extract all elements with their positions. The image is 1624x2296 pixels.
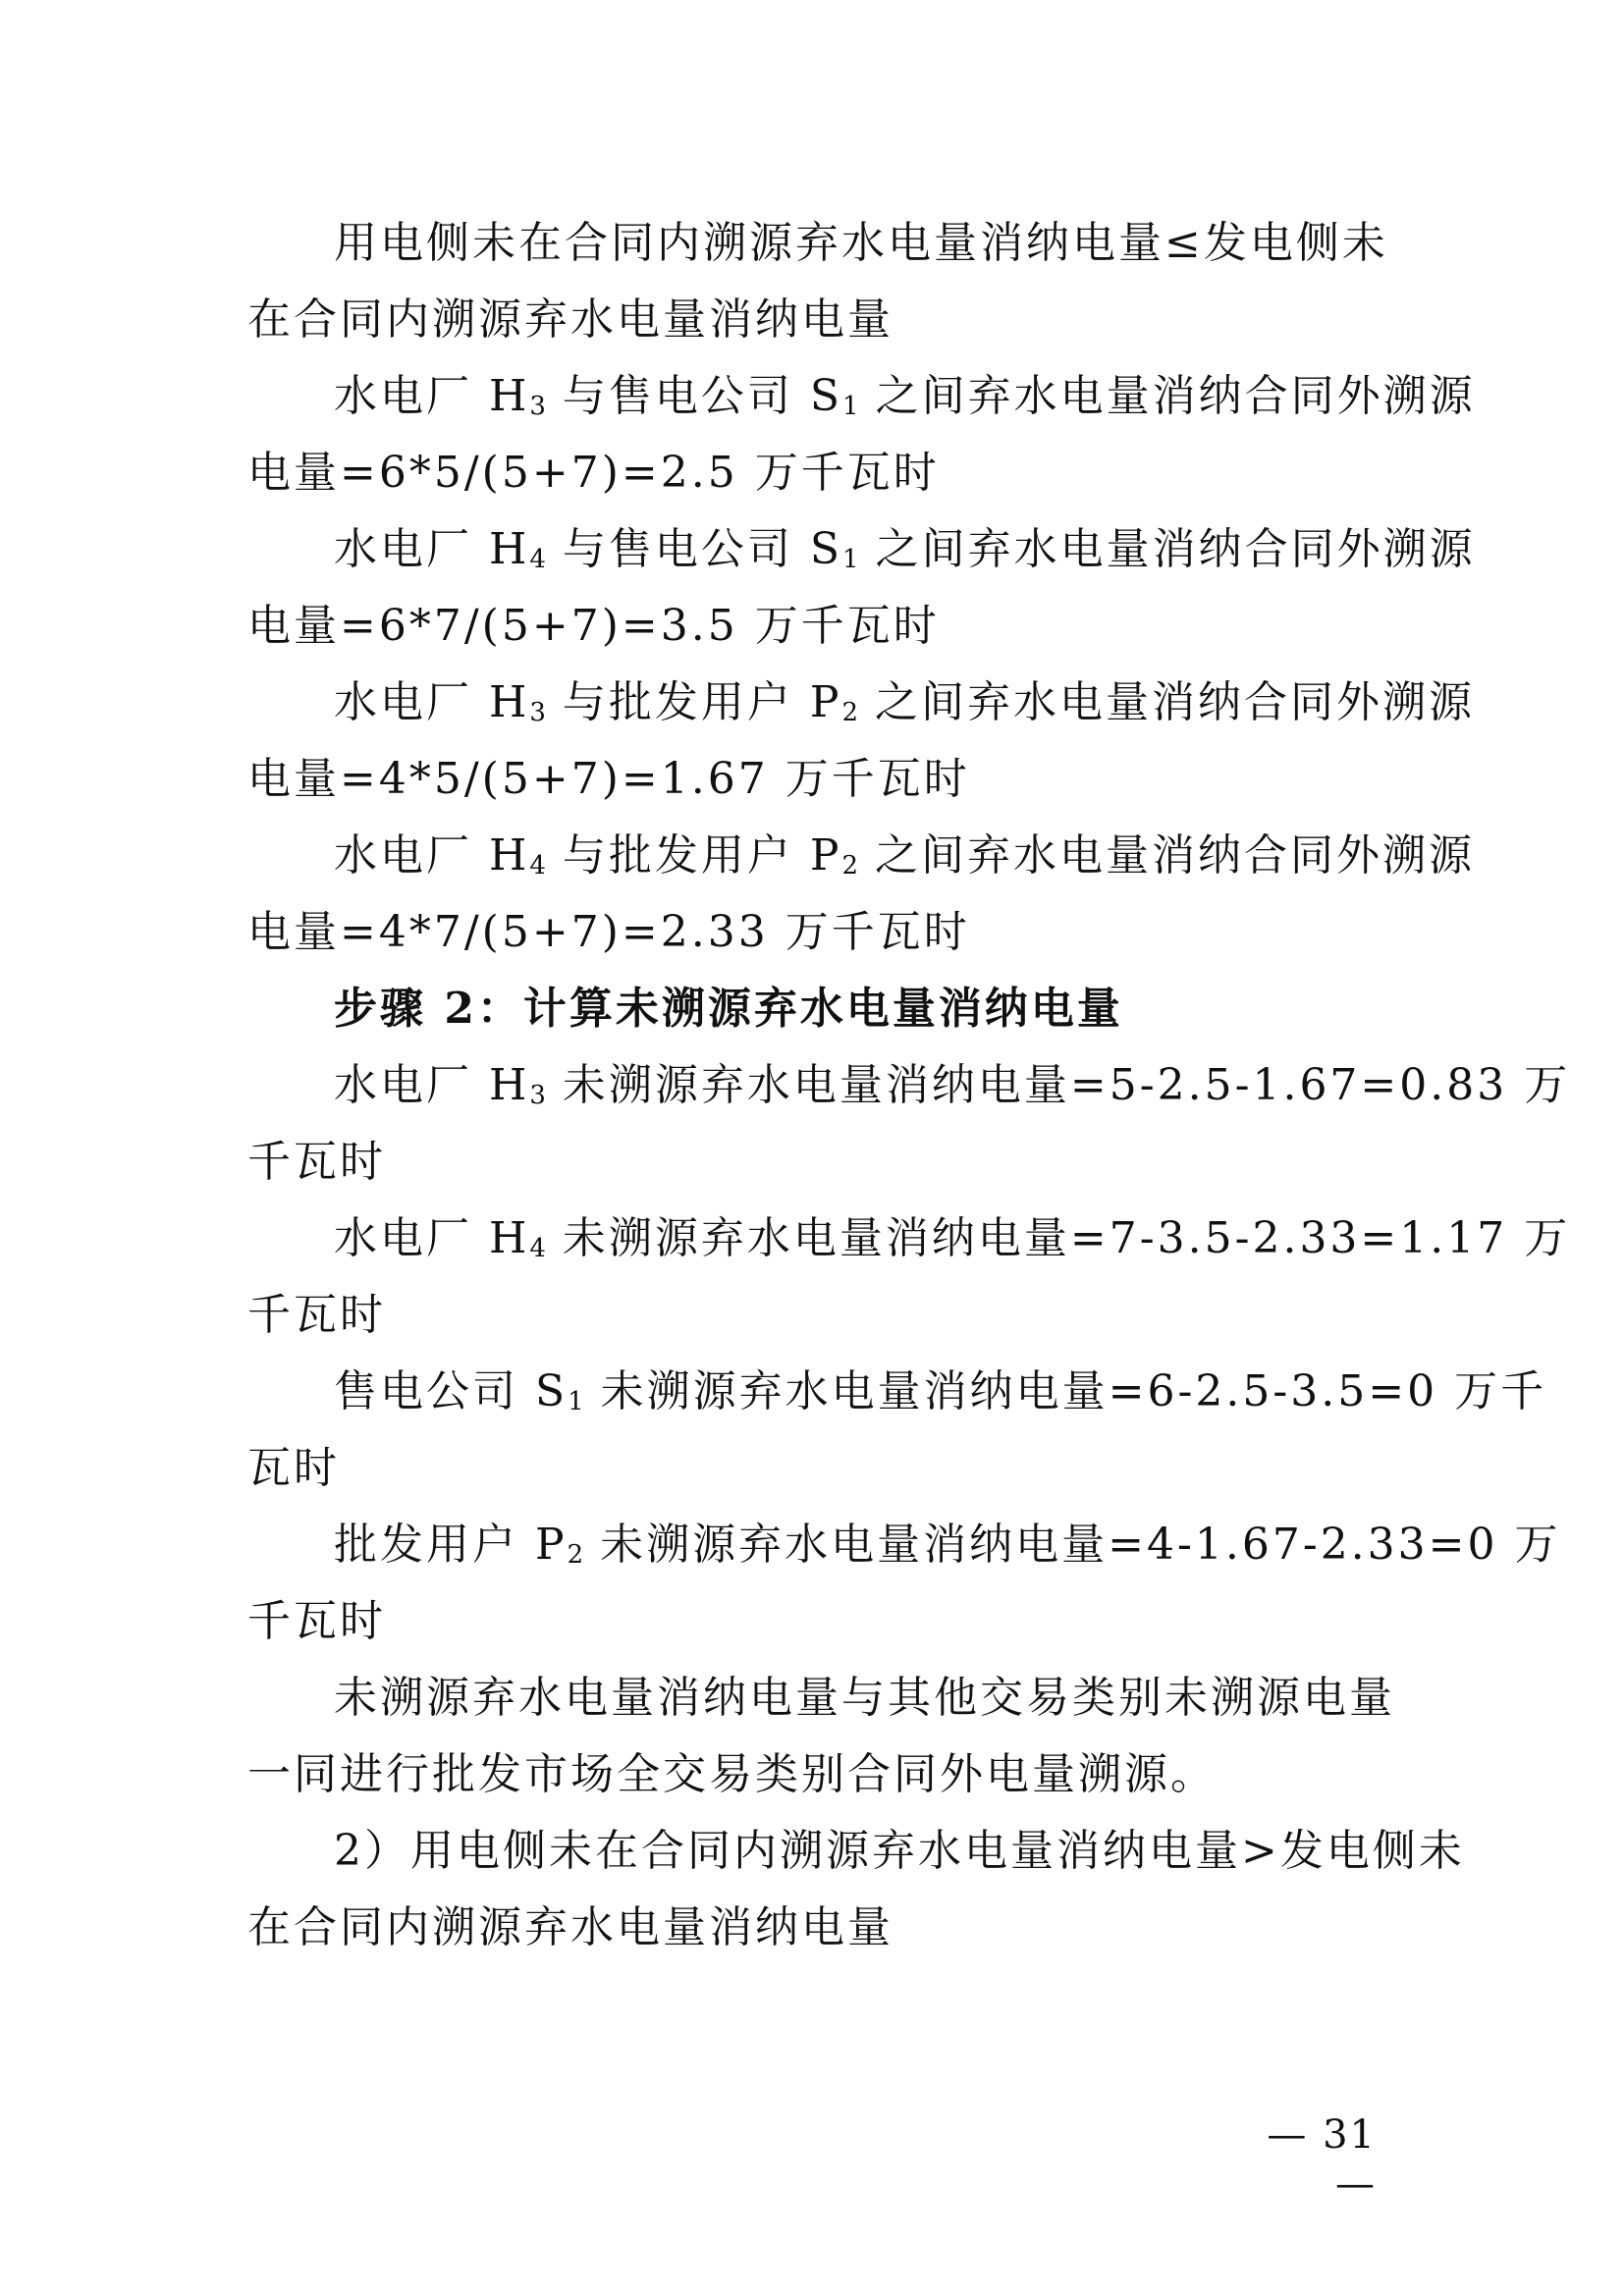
text-line: 电量=6*7/(5+7)=3.5 万千瓦时 — [247, 601, 940, 651]
text-line: 一同进行批发市场全交易类别合同外电量溯源。 — [247, 1749, 1217, 1799]
text-line: 电量=4*7/(5+7)=2.33 万千瓦时 — [247, 907, 970, 957]
text-line: 在合同内溯源弃水电量消纳电量 — [247, 1902, 893, 1952]
text-line: 在合同内溯源弃水电量消纳电量 — [247, 294, 893, 345]
step-heading: 步骤 2：计算未溯源弃水电量消纳电量 — [334, 984, 1123, 1034]
text-line: 千瓦时 — [247, 1596, 386, 1646]
text-line: 水电厂 $H_3$ 与售电公司 $S_1$ 之间弃水电量消纳合同外溯源 — [334, 371, 1476, 421]
text-line: 未溯源弃水电量消纳电量与其他交易类别未溯源电量 — [334, 1673, 1395, 1723]
text-line: 千瓦时 — [247, 1137, 386, 1187]
text-line: 2）用电侧未在合同内溯源弃水电量消纳电量>发电侧未 — [334, 1826, 1465, 1876]
text-line: 用电侧未在合同内溯源弃水电量消纳电量≤发电侧未 — [334, 218, 1388, 268]
text-line: 批发用户 $P_2$ 未溯源弃水电量消纳电量=4-1.67-2.33=0 万 — [334, 1520, 1561, 1570]
text-line: 售电公司 $S_1$ 未溯源弃水电量消纳电量=6-2.5-3.5=0 万千 — [334, 1366, 1547, 1416]
text-line: 电量=6*5/(5+7)=2.5 万千瓦时 — [247, 448, 940, 498]
text-line: 水电厂 $H_3$ 未溯源弃水电量消纳电量=5-2.5-1.67=0.83 万 — [334, 1060, 1571, 1110]
text-line: 水电厂 $H_4$ 与批发用户 $P_2$ 之间弃水电量消纳合同外溯源 — [334, 830, 1476, 881]
text-line: 瓦时 — [247, 1443, 340, 1493]
text-line: 水电厂 $H_4$ 未溯源弃水电量消纳电量=7-3.5-2.33=1.17 万 — [334, 1213, 1571, 1263]
text-line: 水电厂 $H_4$ 与售电公司 $S_1$ 之间弃水电量消纳合同外溯源 — [334, 524, 1476, 574]
page-number: — 31 — — [1267, 2112, 1377, 2207]
text-line: 水电厂 $H_3$ 与批发用户 $P_2$ 之间弃水电量消纳合同外溯源 — [334, 677, 1476, 727]
text-line: 电量=4*5/(5+7)=1.67 万千瓦时 — [247, 754, 970, 804]
text-line: 千瓦时 — [247, 1290, 386, 1340]
